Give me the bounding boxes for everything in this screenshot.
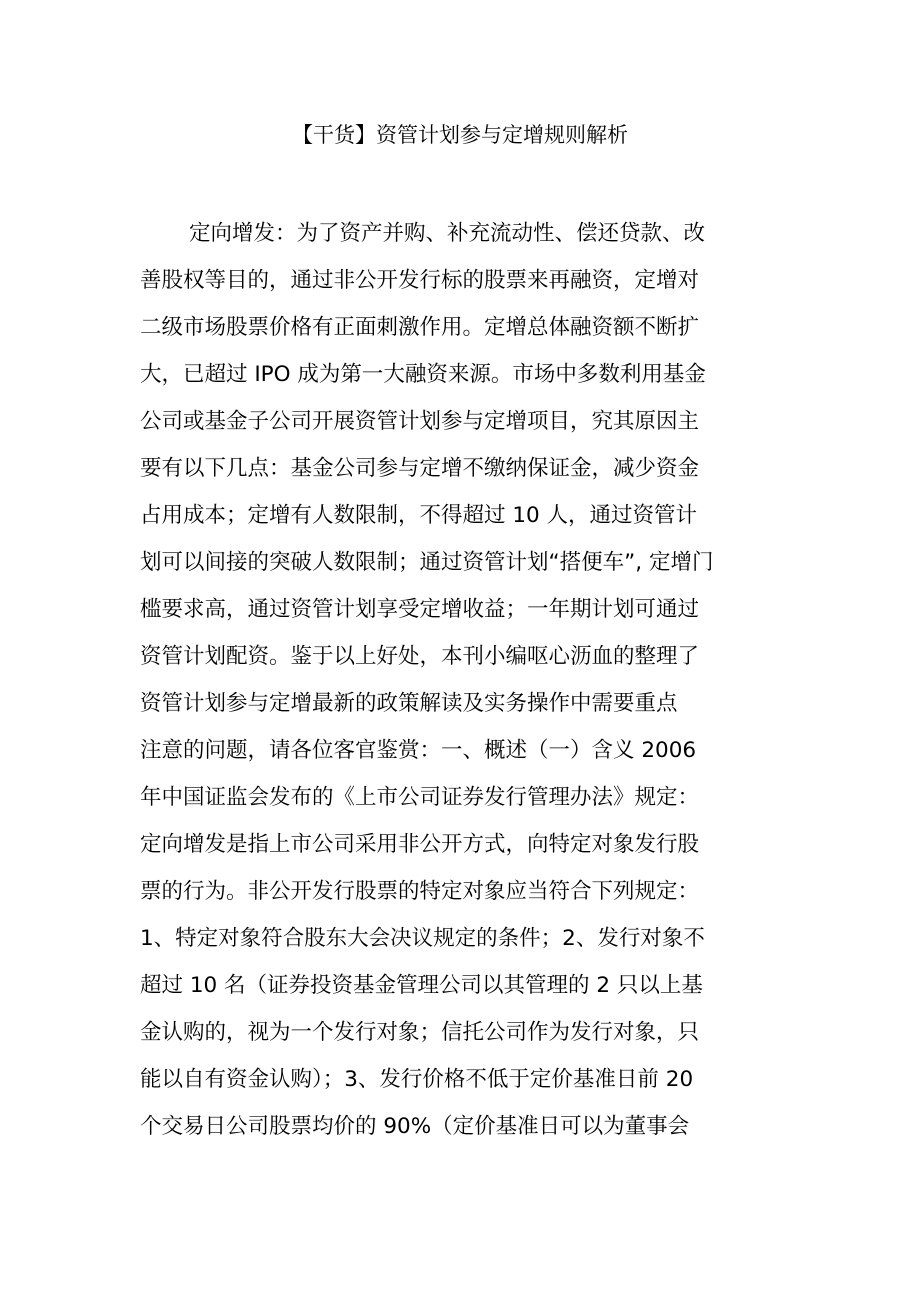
paragraph-line: 个交易日公司股票均价的 90%（定价基准日可以为董事会 xyxy=(140,1114,690,1139)
paragraph-line: 注意的问题，请各位客官鉴赏：一、概述（一）含义 2006 xyxy=(140,738,697,763)
paragraph-line: 定向增发：为了资产并购、补充流动性、偿还贷款、改 xyxy=(189,221,706,246)
paragraph-line: 金认购的，视为一个发行对象；信托公司作为发行对象，只 xyxy=(140,1020,700,1045)
paragraph-line: 1、特定对象符合股东大会决议规定的条件；2、发行对象不 xyxy=(140,926,705,951)
document-title: 【干货】资管计划参与定增规则解析 xyxy=(292,123,628,147)
paragraph-line: 定向增发是指上市公司采用非公开方式，向特定对象发行股 xyxy=(140,832,700,857)
paragraph-line: 划可以间接的突破人数限制；通过资管计划“搭便车”, 定增门 xyxy=(140,550,714,575)
paragraph-line: 槛要求高，通过资管计划享受定增收益；一年期计划可通过 xyxy=(140,597,700,622)
paragraph-line: 年中国证监会发布的《上市公司证券发行管理办法》规定： xyxy=(140,785,700,810)
paragraph-line: 要有以下几点：基金公司参与定增不缴纳保证金，减少资金 xyxy=(140,456,700,481)
paragraph-line: 票的行为。非公开发行股票的特定对象应当符合下列规定： xyxy=(140,879,700,904)
paragraph-line: 资管计划配资。鉴于以上好处，本刊小编呕心沥血的整理了 xyxy=(140,644,700,669)
paragraph-line: 二级市场股票价格有正面刺激作用。定增总体融资额不断扩 xyxy=(140,315,700,340)
paragraph-line: 资管计划参与定增最新的政策解读及实务操作中需要重点 xyxy=(140,691,678,716)
paragraph-line: 占用成本；定增有人数限制，不得超过 10 人，通过资管计 xyxy=(140,503,698,528)
paragraph-line: 公司或基金子公司开展资管计划参与定增项目，究其原因主 xyxy=(140,409,700,434)
paragraph-line: 大，已超过 IPO 成为第一大融资来源。市场中多数利用基金 xyxy=(140,362,706,387)
paragraph-line: 超过 10 名（证券投资基金管理公司以其管理的 2 只以上基 xyxy=(140,973,703,998)
paragraph-line: 善股权等目的，通过非公开发行标的股票来再融资，定增对 xyxy=(140,268,700,293)
paragraph-line: 能以自有资金认购）；3、发行价格不低于定价基准日前 20 xyxy=(140,1067,694,1092)
